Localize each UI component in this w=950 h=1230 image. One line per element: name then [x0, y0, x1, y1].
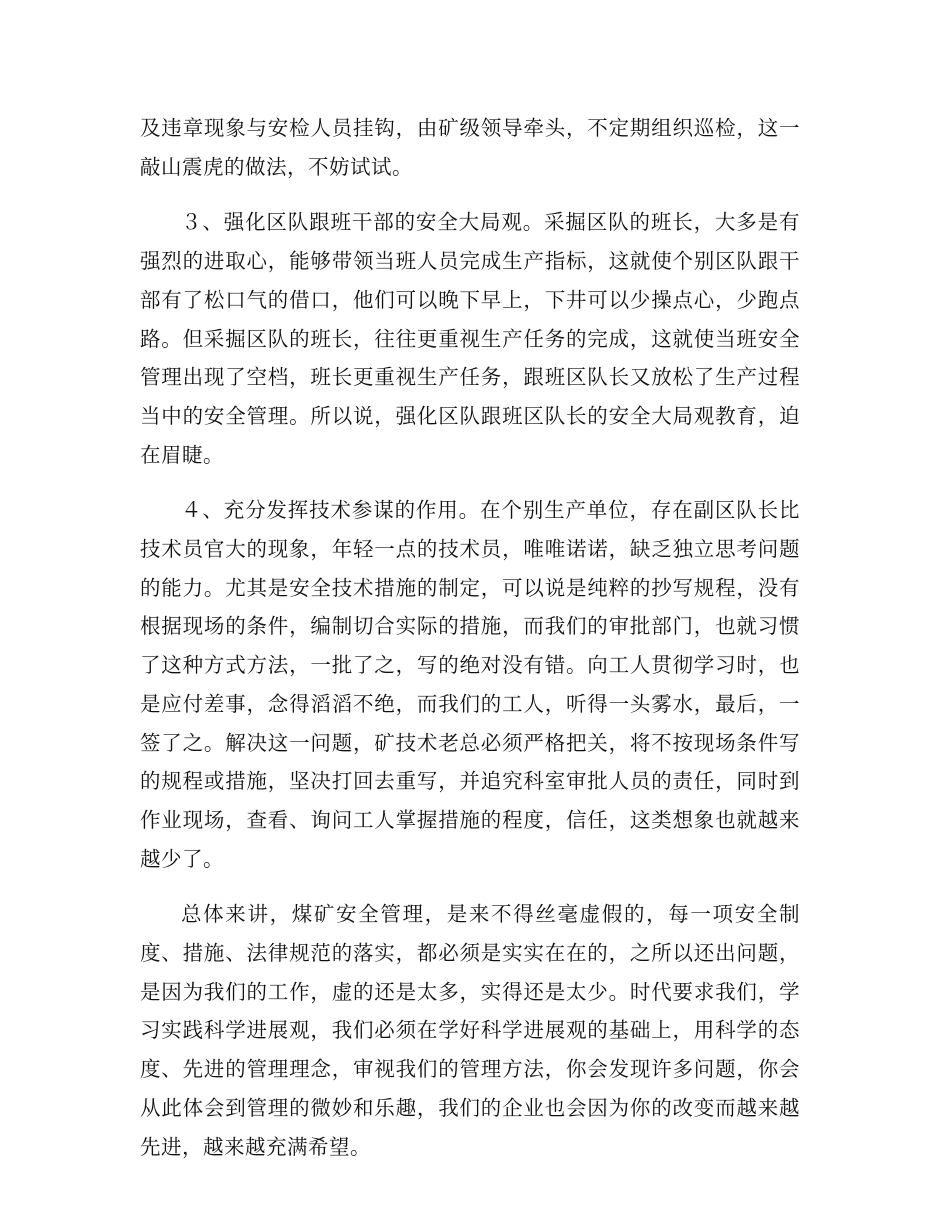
- document-page: [140, 109, 800, 1183]
- paragraph-continuation: 及违章现象与安检人员挂钩，由矿级领导牵头，不定期组织巡检，这一敲山震虎的做法，不妨试试。: [140, 116, 800, 179]
- paragraph-item-3: ３、强化区队跟班干部的安全大局观。采掘区队的班长，大多是有强烈的进取心，能够带领当班人员完成生产指标，这就使个别区队跟干部有了松口气的借口，他们可以晚下早上，下井可以少操点心，少跑点路。但采掘区队的班长，往往更重视生产任务的完成，这就使当班安全管理出现了空档，班长更重视生产任务，跟班区队长又放松了生产过程当中的安全管理。所以说，强化区队跟班区队长的安全大局观教育，迫在眉睫。: [140, 210, 800, 467]
- paragraph-summary: 总体来讲，煤矿安全管理，是来不得丝毫虚假的，每一项安全制度、措施、法律规范的落实，都必须是实实在在的，之所以还出问题，是因为我们的工作，虚的还是太多，实得还是太少。时代要求我们，学习实践科学进展观，我们必须在学好科学进展观的基础上，用科学的态度、先进的管理理念，审视我们的管理方法，你会发现许多问题，你会从此体会到管理的微妙和乐趣，我们的企业也会因为你的改变而越来越先进，越来越充满希望。: [140, 902, 800, 1159]
- paragraph-item-4: ４、充分发挥技术参谋的作用。在个别生产单位，存在副区队长比技术员官大的现象，年轻一点的技术员，唯唯诺诺，缺乏独立思考问题的能力。尤其是安全技术措施的制定，可以说是纯粹的抄写规程，没有根据现场的条件，编制切合实际的措施，而我们的审批部门，也就习惯了这种方式方法，一批了之，写的绝对没有错。向工人贯彻学习时，也是应付差事，念得滔滔不绝，而我们的工人，听得一头雾水，最后，一签了之。解决这一问题，矿技术老总必须严格把关，将不按现场条件写的规程或措施，坚决打回去重写，并追究科室审批人员的责任，同时到作业现场，查看、询问工人掌握措施的程度，信任，这类想象也就越来越少了。: [140, 498, 800, 871]
